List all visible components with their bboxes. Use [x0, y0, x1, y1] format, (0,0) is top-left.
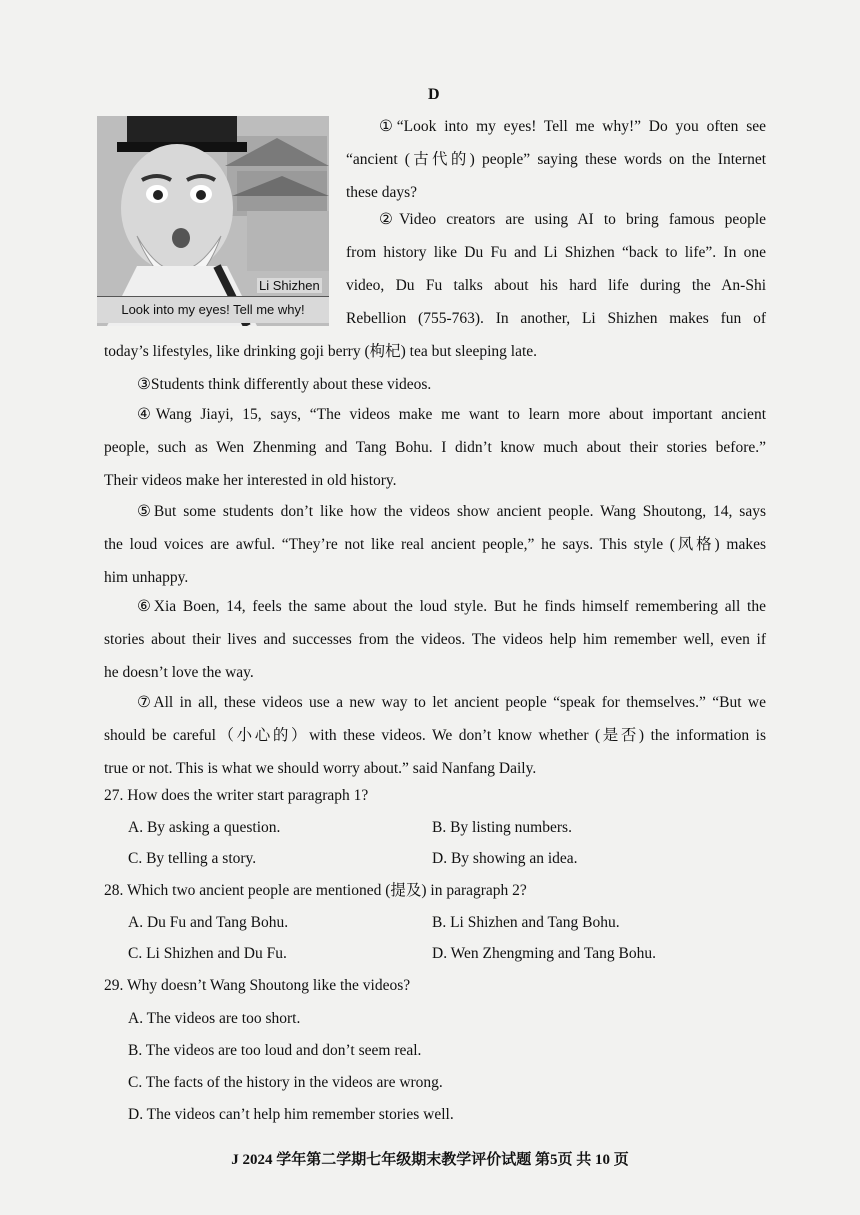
- paragraph-line: him unhappy.: [104, 569, 189, 586]
- question-28-option-a[interactable]: A. Du Fu and Tang Bohu.: [128, 914, 289, 931]
- paragraph-line: the loud voices are awful. “They’re not like real ancient people,” he says. This style (风格) makes: [104, 536, 766, 553]
- portrait-quote-caption: Look into my eyes! Tell me why!: [97, 296, 329, 323]
- question-29-option-c[interactable]: C. The facts of the history in the videos are wrong.: [128, 1074, 443, 1091]
- paragraph-2: [346, 203, 766, 335]
- paragraph-line: ⑦All in all, these videos use a new way to let ancient people “speak for themselves.” “But we: [137, 694, 766, 711]
- paragraph-line: ⑤But some students don’t like how the videos show ancient people. Wang Shoutong, 14, says: [137, 503, 766, 520]
- ancient-man-portrait-icon: [97, 116, 329, 326]
- paragraph-line: Their videos make her interested in old history.: [104, 472, 397, 489]
- paragraph-line: ②Video creators are using AI to bring famous people: [379, 211, 766, 228]
- paragraph-line: should be careful（小心的）with these videos. We don’t know whether (是否) the information is: [104, 727, 766, 744]
- paragraph-2-continued: [104, 335, 766, 368]
- question-27-stem: 27. How does the writer start paragraph 1?: [104, 787, 369, 804]
- paragraph-1: [346, 110, 766, 209]
- question-27-option-d[interactable]: D. By showing an idea.: [432, 850, 578, 867]
- question-27-option-c[interactable]: C. By telling a story.: [128, 850, 257, 867]
- paragraph-line: video, Du Fu talks about his hard life during the An-Shi: [346, 277, 766, 294]
- paragraph-line: ①“Look into my eyes! Tell me why!” Do you often see: [379, 118, 766, 135]
- paragraph-5: [104, 495, 766, 594]
- paragraph-line: today’s lifestyles, like drinking goji berry (枸杞) tea but sleeping late.: [104, 343, 538, 360]
- paragraph-line: these days?: [346, 184, 418, 201]
- question-28-option-d[interactable]: D. Wen Zhengming and Tang Bohu.: [432, 945, 656, 962]
- page-footer: J 2024 学年第二学期七年级期末教学评价试题 第5页 共 10 页: [231, 1152, 629, 1168]
- paragraph-line: Rebellion (755-763). In another, Li Shizhen makes fun of: [346, 310, 766, 327]
- question-29-option-a[interactable]: A. The videos are too short.: [128, 1010, 301, 1027]
- paragraph-line: from history like Du Fu and Li Shizhen “back to life”. In one: [346, 244, 766, 261]
- question-27-option-b[interactable]: B. By listing numbers.: [432, 819, 572, 836]
- paragraph-line: ③Students think differently about these videos.: [137, 376, 432, 393]
- section-heading: D: [428, 86, 440, 103]
- question-27-option-a[interactable]: A. By asking a question.: [128, 819, 281, 836]
- portrait-name-label: Li Shizhen: [259, 278, 320, 293]
- paragraph-4: [104, 398, 766, 497]
- question-28-stem: 28. Which two ancient people are mentioned (提及) in paragraph 2?: [104, 882, 527, 899]
- paragraph-line: true or not. This is what we should worry about.” said Nanfang Daily.: [104, 760, 537, 777]
- question-28-option-c[interactable]: C. Li Shizhen and Du Fu.: [128, 945, 287, 962]
- paragraph-7: [104, 686, 766, 785]
- paragraph-6: [104, 590, 766, 689]
- question-28-option-b[interactable]: B. Li Shizhen and Tang Bohu.: [432, 914, 620, 931]
- paragraph-line: people, such as Wen Zhenming and Tang Bohu. I didn’t know much about their stories before.”: [104, 439, 766, 456]
- paragraph-line: “ancient (古代的) people” saying these words on the Internet: [346, 151, 766, 168]
- question-29-option-b[interactable]: B. The videos are too loud and don’t seem real.: [128, 1042, 422, 1059]
- question-29-stem: 29. Why doesn’t Wang Shoutong like the videos?: [104, 977, 411, 994]
- paragraph-line: ④Wang Jiayi, 15, says, “The videos make me want to learn more about important ancient: [137, 406, 766, 423]
- paragraph-line: stories about their lives and successes from the videos. The videos help him remember well, even if: [104, 631, 766, 648]
- article-illustration: [97, 116, 329, 326]
- paragraph-3: [104, 368, 766, 401]
- question-29-option-d[interactable]: D. The videos can’t help him remember stories well.: [128, 1106, 454, 1123]
- paragraph-line: he doesn’t love the way.: [104, 664, 254, 681]
- paragraph-line: ⑥Xia Boen, 14, feels the same about the loud style. But he finds himself remembering all the: [137, 598, 766, 615]
